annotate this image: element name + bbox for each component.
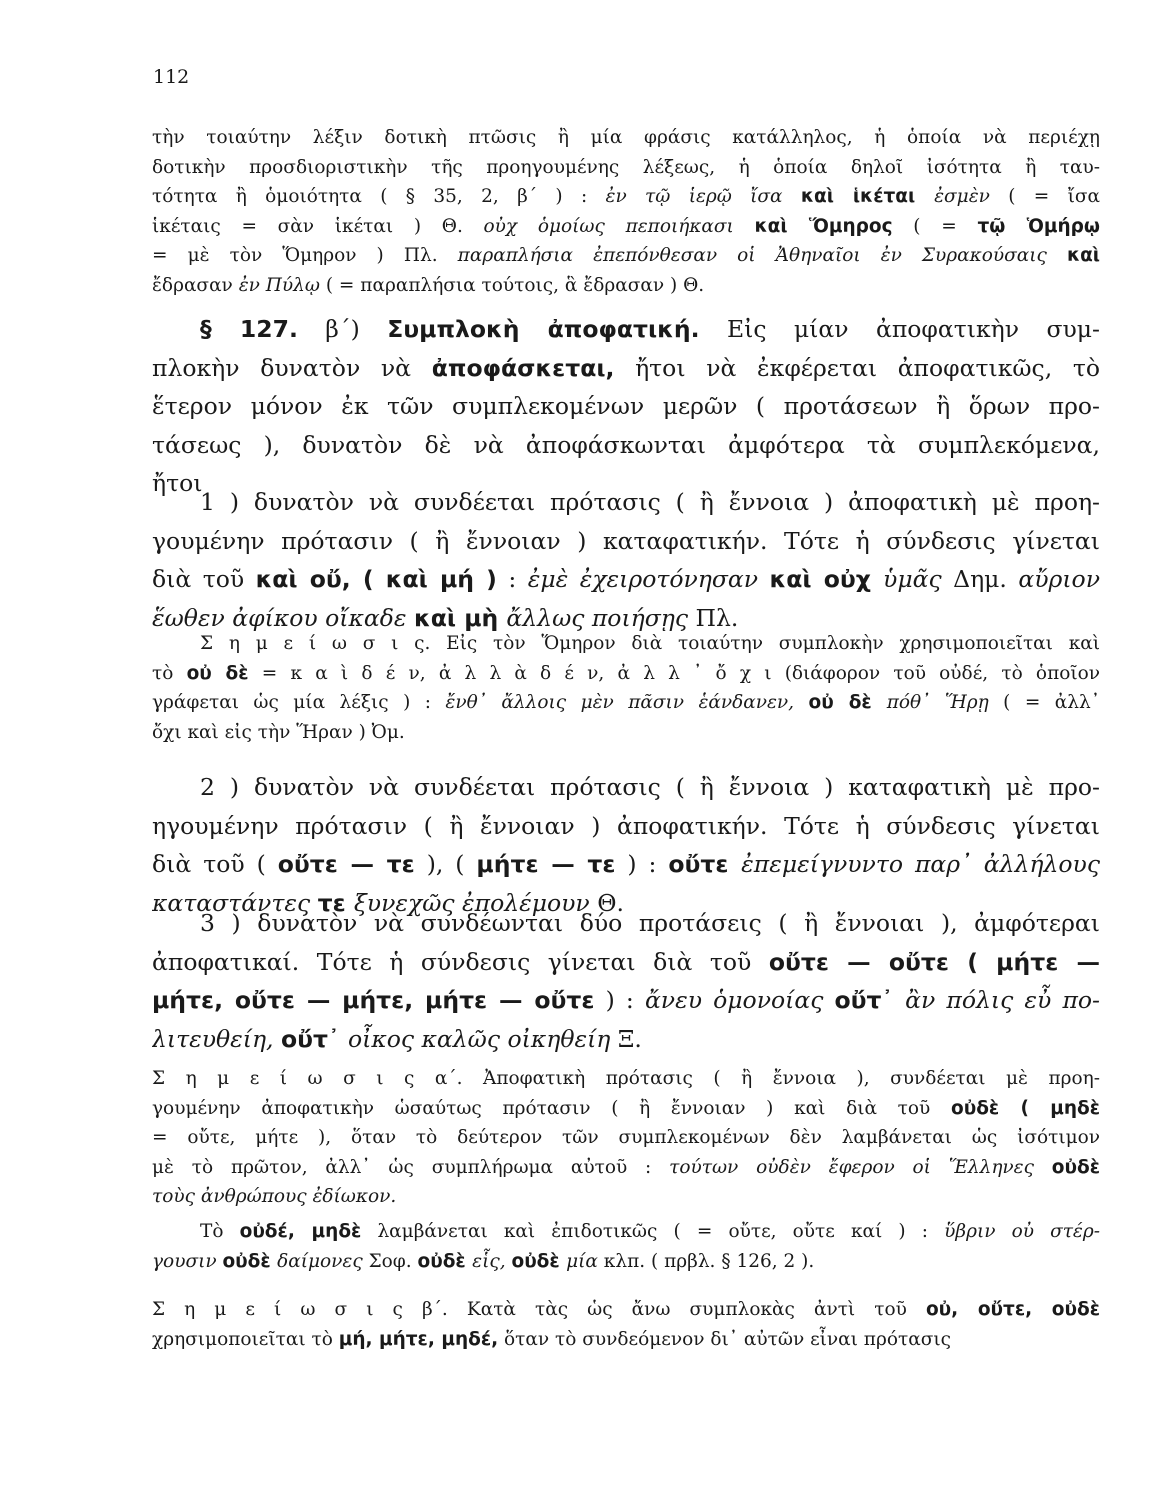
italic-quote: γουσιν bbox=[152, 1250, 223, 1272]
text-run: τάσεως ), δυνατὸν δὲ νὰ ἀποφάσκωνται ἀμφότερα τὰ συμπλεκόμενα, bbox=[152, 430, 1100, 459]
text-run: Σ η μ ε ί ω σ ι ς. Εἰς τὸν Ὅμηρον διὰ τοιαύτην συμπλοκὴν χρησιμοποιεῖται καὶ bbox=[200, 633, 1100, 654]
italic-quote: ἂν πόλις εὖ πο- bbox=[905, 986, 1100, 1014]
bold-term: καὶ ἱκέται bbox=[800, 186, 935, 207]
text-run: ὄχι καὶ εἰς τὴν Ἥραν ) Ὀμ. bbox=[152, 721, 405, 743]
italic-quote: τοὺς ἀνθρώπους ἐδίωκον. bbox=[152, 1186, 397, 1207]
text-run: Τὸ bbox=[200, 1221, 240, 1242]
bold-term: οὐδὲ bbox=[1051, 1156, 1100, 1178]
bold-term: οὐ δὲ bbox=[186, 662, 249, 684]
bold-term: μήτε, οὔτε — μήτε, μήτε — οὔτε bbox=[152, 986, 595, 1014]
italic-quote: ἔνθ᾽ ἄλλοις μὲν πᾶσιν ἑάνδανεν, bbox=[445, 692, 809, 713]
text-line bbox=[152, 310, 1100, 349]
italic-quote: ἐπεμείγνυντο παρ᾽ ἀλλήλους bbox=[741, 850, 1100, 878]
text-run: ), ( bbox=[414, 850, 477, 878]
bold-term: ἀποφάσκεται, bbox=[431, 353, 615, 382]
text-run: 1 ) δυνατὸν νὰ συνδέεται πρότασις ( ἢ ἔννοια ) ἀποφατικὴ μὲ προη- bbox=[200, 488, 1100, 516]
italic-quote: ἐν Πύλῳ bbox=[238, 274, 320, 296]
bold-term: μή, μήτε, μηδέ, bbox=[338, 1328, 499, 1350]
note-paragraph bbox=[152, 629, 1100, 747]
italic-quote: ἄνευ ὁμονοίας bbox=[644, 986, 835, 1014]
text-line bbox=[152, 1094, 1100, 1124]
italic-quote: δαίμονες bbox=[277, 1250, 369, 1272]
bold-term: οὔτ᾽ bbox=[281, 1024, 348, 1053]
italic-quote: ὕβριν οὐ στέρ- bbox=[944, 1221, 1100, 1242]
text-run: Εἰς μίαν ἀποφατικὴν συμ- bbox=[699, 315, 1100, 343]
bold-term: οὔτε bbox=[668, 850, 742, 878]
text-run: γουμένην πρότασιν ( ἢ ἔννοιαν ) καταφατικήν. Τότε ἡ σύνδεσις γίνεται bbox=[152, 526, 1100, 555]
bold-term: καὶ μὴ bbox=[414, 603, 507, 632]
text-run: Θ. bbox=[597, 888, 624, 917]
text-run: = μὲ τὸν Ὅμηρον ) Πλ. bbox=[152, 245, 458, 266]
text-run: β΄) bbox=[297, 315, 388, 343]
text-run: γράφεται ὡς μία λέξις ) : bbox=[152, 692, 446, 713]
text-line bbox=[152, 1247, 1100, 1277]
text-line bbox=[152, 768, 1100, 807]
text-line bbox=[152, 349, 1100, 388]
text-line bbox=[152, 1295, 1100, 1325]
text-line bbox=[152, 981, 1100, 1020]
italic-quote: ἄλλως ποιήσῃς bbox=[506, 603, 696, 632]
text-run: = κ α ὶ δ έ ν, ἀ λ λ ὰ δ έ ν, ἀ λ λ ᾽ ὄ χ ι (διάφορον τοῦ οὐδέ, τὸ ὁποῖον bbox=[248, 662, 1100, 684]
italic-quote: ἐν τῷ ἱερῷ ἴσα bbox=[605, 186, 801, 207]
note-b-paragraph bbox=[152, 1295, 1100, 1354]
bold-term: τε bbox=[317, 888, 354, 917]
text-line bbox=[152, 1217, 1100, 1247]
oude-paragraph bbox=[152, 1217, 1100, 1276]
text-line bbox=[152, 1020, 1100, 1059]
text-run: ἱκέταις = σὰν ἱκέται ) Θ. bbox=[152, 215, 484, 237]
italic-quote: ξυνεχῶς ἐπολέμουν bbox=[353, 888, 598, 917]
section-127-paragraph bbox=[152, 310, 1100, 503]
italic-quote: ὑμᾶς bbox=[883, 565, 954, 593]
bold-term: μήτε — τε bbox=[476, 850, 616, 878]
text-run: δοτικὴν προσδιοριστικὴν τῆς προηγουμένης λέξεως, ἡ ὁποία δηλοῖ ἰσότητα ἢ ταυ- bbox=[152, 156, 1100, 178]
text-run: τὴν τοιαύτην λέξιν δοτικὴ πτῶσις ἢ μία φράσις κατάλληλος, ἡ ὁποία νὰ περιέχῃ bbox=[152, 127, 1100, 148]
text-run: 2 ) δυνατὸν νὰ συνδέεται πρότασις ( ἢ ἔννοια ) καταφατικὴ μὲ προ- bbox=[200, 773, 1100, 801]
text-line bbox=[152, 943, 1100, 982]
text-run: ) : bbox=[594, 986, 645, 1014]
text-run: Σ η μ ε ί ω σ ι ς β΄. Κατὰ τὰς ὡς ἄνω συμπλοκὰς ἀντὶ τοῦ bbox=[152, 1299, 926, 1320]
text-run: Πλ. bbox=[695, 603, 739, 632]
text-line bbox=[152, 659, 1100, 689]
italic-quote: μία bbox=[566, 1250, 604, 1272]
text-line bbox=[152, 271, 1100, 301]
bold-term: οὐδὲ bbox=[417, 1250, 473, 1272]
text-run: μὲ τὸ πρῶτον, ἀλλ᾽ ὡς συμπλήρωμα αὐτοῦ : bbox=[152, 1156, 670, 1178]
text-run: Σ η μ ε ί ω σ ι ς α΄. Ἀποφατικὴ πρότασις ( ἢ ἔννοια ), συνδέεται μὲ προη- bbox=[152, 1068, 1100, 1089]
text-line bbox=[152, 904, 1100, 943]
bold-term: οὐ, οὔτε, οὐδὲ bbox=[925, 1299, 1100, 1320]
text-line bbox=[152, 1325, 1100, 1355]
text-run: ἔδρασαν bbox=[152, 274, 239, 296]
italic-quote: καταστάντες bbox=[152, 888, 318, 917]
bold-term: καὶ bbox=[1066, 245, 1100, 266]
item-3-paragraph bbox=[152, 904, 1100, 1058]
bold-term: τῷ Ὁμήρῳ bbox=[977, 215, 1100, 237]
page-number: 112 bbox=[153, 66, 190, 88]
text-line bbox=[152, 483, 1100, 522]
text-run: διὰ τοῦ bbox=[152, 565, 256, 593]
text-run: λαμβάνεται καὶ ἐπιδοτικῶς ( = οὔτε, οὔτε καί ) : bbox=[361, 1221, 945, 1242]
text-line bbox=[152, 688, 1100, 718]
italic-quote: οὐχ ὁμοίως πεποιήκασι bbox=[483, 215, 755, 237]
text-line bbox=[152, 1182, 1100, 1212]
text-run: ηγουμένην πρότασιν ( ἢ ἔννοιαν ) ἀποφατικήν. Τότε ἡ σύνδεσις γίνεται bbox=[152, 811, 1100, 840]
note-a-paragraph bbox=[152, 1064, 1100, 1212]
text-line bbox=[152, 560, 1100, 599]
bold-term: οὔτ᾽ bbox=[834, 986, 906, 1014]
text-line bbox=[152, 1153, 1100, 1183]
item-1-paragraph bbox=[152, 483, 1100, 637]
text-run: = οὔτε, μήτε ), ὅταν τὸ δεύτερον τῶν συμπλεκομένων δὲν λαμβάνεται ὡς ἰσότιμον bbox=[152, 1127, 1100, 1148]
text-run: : bbox=[496, 565, 528, 593]
text-run: κλπ. ( πρβλ. § 126, 2 ). bbox=[603, 1250, 815, 1272]
text-run: ἤτοι νὰ ἐκφέρεται ἀποφατικῶς, τὸ bbox=[614, 353, 1100, 382]
bold-term: καὶ οὐχ bbox=[769, 565, 884, 593]
text-run: ) : bbox=[615, 850, 669, 878]
text-run: τὸ bbox=[152, 662, 187, 684]
paragraph-intro bbox=[152, 123, 1100, 300]
text-run: διὰ τοῦ ( bbox=[152, 850, 278, 878]
text-run: ὅταν τὸ συνδεόμενον δι᾽ αὐτῶν εἶναι πρότασις bbox=[498, 1328, 951, 1350]
text-run: Ξ. bbox=[617, 1024, 642, 1053]
bold-term: οὐδὲ ( μηδὲ bbox=[951, 1097, 1100, 1119]
text-run: ( = ἀλλ᾽ bbox=[1003, 692, 1100, 713]
text-run: ( = παραπλήσια τούτοις, ἃ ἔδρασαν ) Θ. bbox=[319, 274, 705, 296]
bold-term: καὶ Ὅμηρος bbox=[754, 215, 893, 237]
text-run: Δημ. bbox=[953, 565, 1019, 593]
text-line bbox=[152, 807, 1100, 846]
text-line bbox=[152, 718, 1100, 748]
italic-quote: αὔριον bbox=[1018, 565, 1100, 593]
bold-term: οὔτε — τε bbox=[277, 850, 415, 878]
text-line bbox=[152, 182, 1100, 212]
text-line bbox=[152, 1123, 1100, 1153]
text-run: ( = ἴσα bbox=[1008, 186, 1100, 207]
text-run: τότητα ἢ ὁμοιότητα ( § 35, 2, β΄ ) : bbox=[152, 186, 606, 207]
text-run: ( = bbox=[892, 215, 978, 237]
bold-term: οὐ δὲ bbox=[808, 692, 887, 713]
italic-quote: τούτων οὐδὲν ἔφερον οἱ Ἕλληνες bbox=[669, 1156, 1052, 1178]
bold-term: οὐδὲ bbox=[222, 1250, 278, 1272]
bold-term: Συμπλοκὴ ἀποφατική. bbox=[387, 315, 700, 343]
text-run: ἕτερον μόνον ἐκ τῶν συμπλεκομένων μερῶν ( προτάσεων ἢ ὅρων προ- bbox=[152, 392, 1100, 420]
text-line bbox=[152, 153, 1100, 183]
italic-quote: ἐσμὲν bbox=[934, 186, 1009, 207]
text-line bbox=[152, 241, 1100, 271]
italic-quote: ἐμὲ ἐχειροτόνησαν bbox=[527, 565, 770, 593]
text-run: ἀποφατικαί. Τότε ἡ σύνδεσις γίνεται διὰ τοῦ bbox=[152, 947, 769, 976]
bold-term: § 127. bbox=[200, 315, 298, 343]
bold-term: οὐδὲ bbox=[511, 1250, 567, 1272]
text-line bbox=[152, 629, 1100, 659]
text-run: ἤτοι bbox=[152, 469, 203, 497]
item-2-paragraph bbox=[152, 768, 1100, 922]
italic-quote: οἶκος καλῶς οἰκηθείη bbox=[347, 1024, 618, 1053]
text-run: χρησιμοποιεῖται τὸ bbox=[152, 1328, 339, 1350]
text-line bbox=[152, 522, 1100, 561]
italic-quote: εἷς, bbox=[472, 1250, 512, 1272]
bold-term: καὶ οὔ, ( καὶ μή ) bbox=[255, 565, 497, 593]
text-run: πλοκὴν δυνατὸν νὰ bbox=[152, 353, 432, 382]
text-run: 3 ) δυνατὸν νὰ συνδέωνται δύο προτάσεις ( ἢ ἔννοιαι ), ἀμφότεραι bbox=[200, 909, 1100, 937]
italic-quote: παραπλήσια ἐπεπόνθεσαν οἱ Ἀθηναῖοι ἐν Συρακούσαις bbox=[457, 245, 1067, 266]
text-line bbox=[152, 1064, 1100, 1094]
text-run: Σοφ. bbox=[368, 1250, 418, 1272]
text-line bbox=[152, 387, 1100, 426]
text-run: γουμένην ἀποφατικὴν ὡσαύτως πρότασιν ( ἢ ἔννοιαν ) καὶ διὰ τοῦ bbox=[152, 1097, 952, 1119]
italic-quote: λιτευθείη, bbox=[152, 1024, 281, 1053]
text-line bbox=[152, 845, 1100, 884]
text-line bbox=[152, 123, 1100, 153]
text-line bbox=[152, 212, 1100, 242]
bold-term: οὐδέ, μηδὲ bbox=[239, 1221, 362, 1242]
italic-quote: πόθ᾽ Ἥρῃ bbox=[886, 692, 1004, 713]
bold-term: οὔτε — οὔτε ( μήτε — bbox=[768, 947, 1100, 976]
text-line bbox=[152, 426, 1100, 465]
italic-quote: ἕωθεν ἀφίκου οἴκαδε bbox=[152, 603, 415, 632]
